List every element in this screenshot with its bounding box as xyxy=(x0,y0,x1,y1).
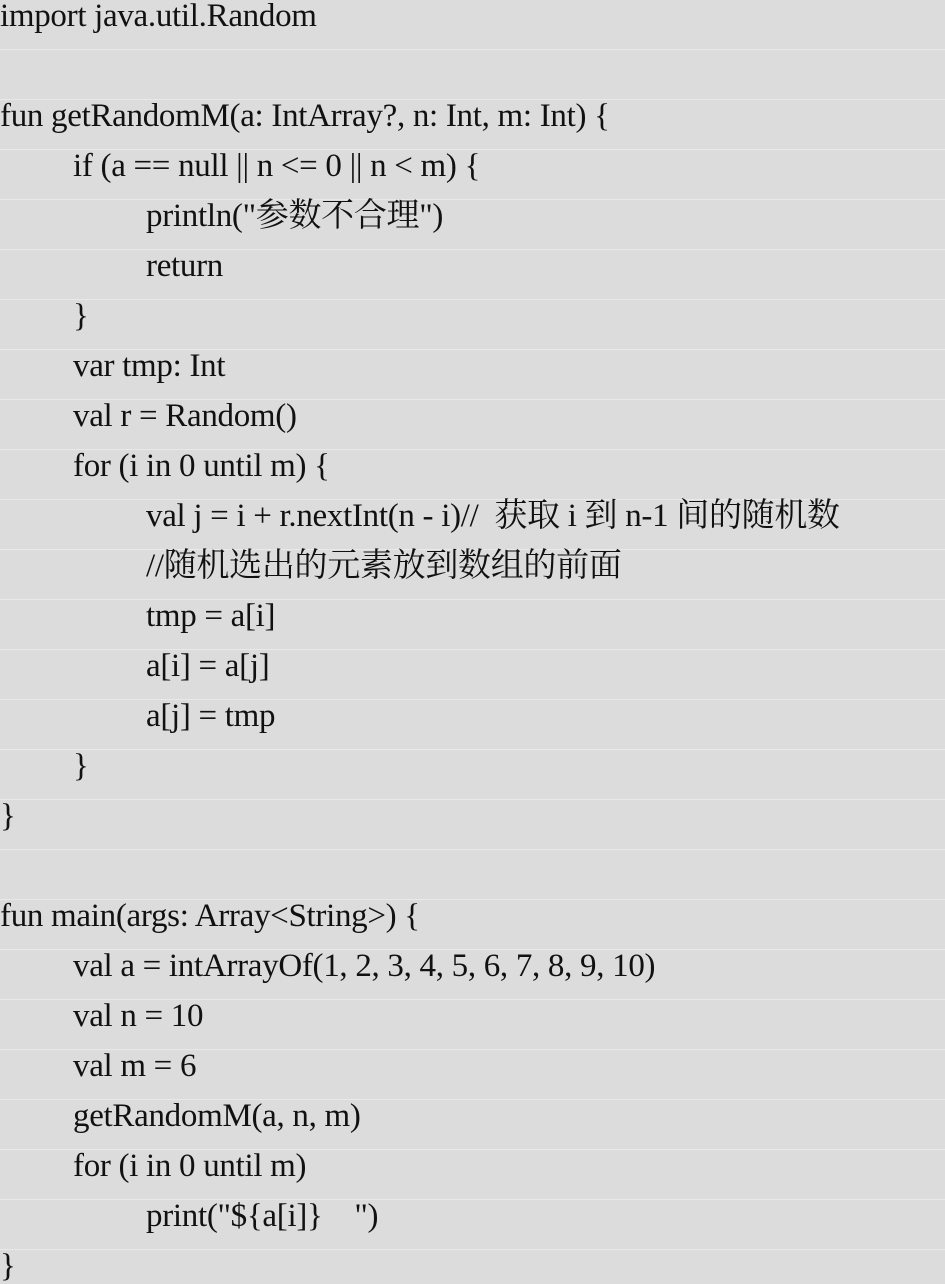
code-line-text: val j = i + r.nextInt(n - i)// 获取 i 到 n-1 间的随机数 xyxy=(146,498,840,534)
code-line xyxy=(0,1100,945,1150)
code-line xyxy=(0,350,945,400)
code-line-text: println("参数不合理") xyxy=(146,198,444,234)
code-line xyxy=(0,950,945,1000)
code-line-text: for (i in 0 until m) xyxy=(73,1148,307,1184)
code-line-text: } xyxy=(0,798,16,834)
code-line-text: val r = Random() xyxy=(73,398,297,434)
code-line xyxy=(0,750,945,800)
code-line-text: a[i] = a[j] xyxy=(146,648,270,684)
code-line-text: fun getRandomM(a: IntArray?, n: Int, m: Int) { xyxy=(0,98,610,134)
code-line xyxy=(0,450,945,500)
code-line xyxy=(0,1050,945,1100)
code-line xyxy=(0,400,945,450)
code-line xyxy=(0,1000,945,1050)
code-line xyxy=(0,500,945,550)
code-line xyxy=(0,800,945,850)
code-line-text: //随机选出的元素放到数组的前面 xyxy=(146,548,622,584)
code-line xyxy=(0,600,945,650)
code-line xyxy=(0,0,945,50)
code-line xyxy=(0,250,945,300)
code-line-text: } xyxy=(0,1248,16,1284)
code-line xyxy=(0,700,945,750)
code-line-text: tmp = a[i] xyxy=(146,598,276,634)
code-line-text: val a = intArrayOf(1, 2, 3, 4, 5, 6, 7, 8, 9, 10) xyxy=(73,948,656,984)
code-line-text: for (i in 0 until m) { xyxy=(73,448,330,484)
code-line xyxy=(0,650,945,700)
code-line xyxy=(0,1150,945,1200)
code-line-text: a[j] = tmp xyxy=(146,698,276,734)
code-line-text: fun main(args: Array<String>) { xyxy=(0,898,420,934)
code-line xyxy=(0,550,945,600)
code-line xyxy=(0,150,945,200)
code-line-text: val n = 10 xyxy=(73,998,204,1034)
code-line-text: var tmp: Int xyxy=(73,348,226,384)
code-line xyxy=(0,1200,945,1250)
code-line xyxy=(0,200,945,250)
code-line xyxy=(0,100,945,150)
code-line-text: } xyxy=(73,748,89,784)
code-line xyxy=(0,900,945,950)
code-line-text: val m = 6 xyxy=(73,1048,197,1084)
code-line xyxy=(0,50,945,100)
code-line xyxy=(0,300,945,350)
code-line xyxy=(0,850,945,900)
code-line-text: } xyxy=(73,298,89,334)
code-line-text: if (a == null || n <= 0 || n < m) { xyxy=(73,148,481,184)
code-line-text: return xyxy=(146,248,223,284)
code-line-text: getRandomM(a, n, m) xyxy=(73,1098,361,1134)
code-line xyxy=(0,1250,945,1284)
code-line-text: print("${a[i]} ") xyxy=(146,1198,379,1234)
code-line-text: import java.util.Random xyxy=(0,0,317,34)
